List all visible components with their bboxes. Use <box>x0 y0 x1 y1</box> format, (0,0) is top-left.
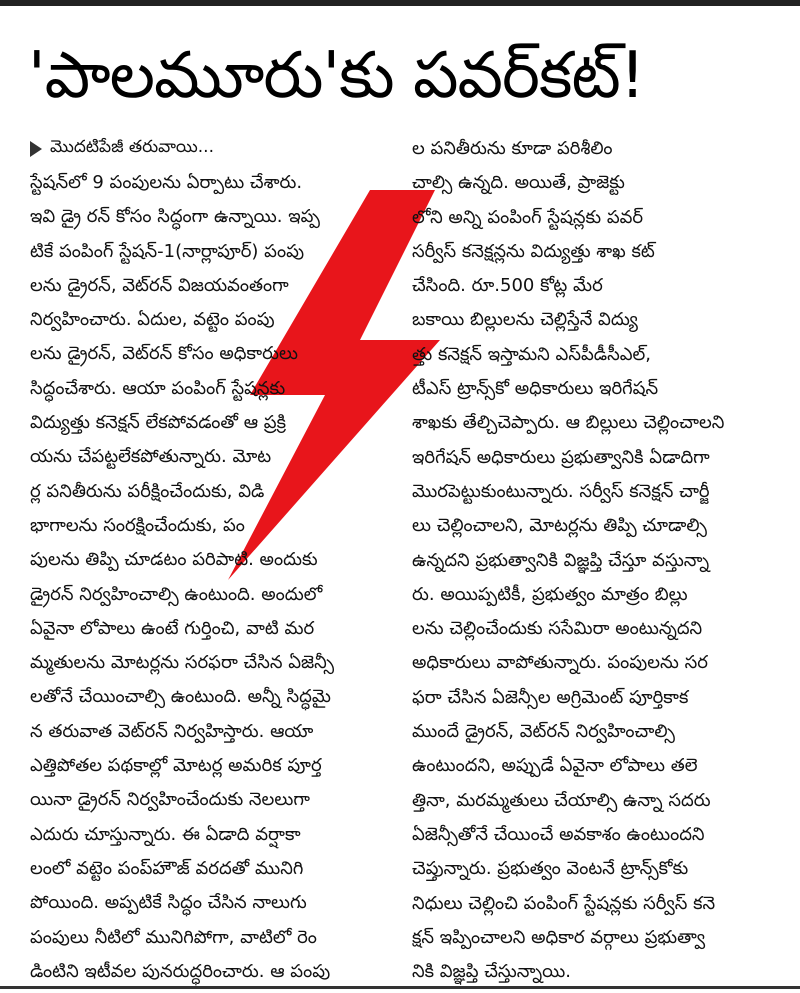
left-line: యను చేపట్టలేకపోతున్నారు. మోట <box>30 446 272 468</box>
kicker <box>30 134 214 164</box>
left-line: ఏవైనా లోపాలు ఉంటే గుర్తించి, వాటి మర <box>30 617 315 639</box>
right-line: మొరపెట్టుకుంటున్నారు. సర్వీస్ కనెక్షన్ చార్జీ <box>412 480 710 502</box>
right-line: త్తినా, మరమ్మతులు చేయాల్సి ఉన్నా సదరు <box>412 789 711 811</box>
left-line: డ్రైరన్ నిర్వహించాల్సి ఉంటుంది. అందులో <box>30 583 323 605</box>
left-line: విద్యుత్తు కనెక్షన్ లేకపోవడంతో ఆ ప్రక్రి <box>30 412 286 434</box>
left-line: లతోనే చేయించాల్సి ఉంటుంది. అన్నీ సిద్ధమై <box>30 686 331 708</box>
right-line: రు. అయిప్పటికీ, ప్రభుత్వం మాత్రం బిల్లు <box>412 583 688 605</box>
right-line: క్షన్ ఇప్పించాలని అధికార వర్గాలు ప్రభుత్వా <box>412 926 706 948</box>
headline: 'పాలమూరు'కు పవర్‌కట్! <box>28 39 645 113</box>
triangle-right-icon <box>30 141 42 157</box>
left-line: లను డ్రైరన్, వెట్‌రన్ విజయవంతంగా <box>30 274 289 296</box>
right-column <box>412 132 780 989</box>
right-line: చాల్సి ఉన్నది. అయితే, ప్రాజెక్టు <box>412 172 625 194</box>
left-line: నిర్వహించారు. ఏదుల, వట్టెం పంపు <box>30 309 275 331</box>
left-line: స్టేషన్‌లో 9 పంపులను ఏర్పాటు చేశారు. <box>30 172 303 193</box>
right-line: చేసింది. రూ.500 కోట్ల మేర <box>412 275 603 297</box>
right-line: చెప్తున్నారు. ప్రభుత్వం వెంటనే ట్రాన్స్‌కోకు <box>412 858 689 880</box>
left-line: న తరువాత వెట్‌రన్ నిర్వహిస్తారు. ఆయా <box>30 720 314 742</box>
right-line: నికి విజ్ఞప్తి చేస్తున్నాయి. <box>412 961 571 983</box>
right-line: ఇరిగేషన్ అధికారులు ప్రభుత్వానికి ఏడాదిగా <box>412 446 710 468</box>
top-rule <box>0 0 800 6</box>
right-line: ఫరా చేసిన ఏజెన్సీల అగ్రిమెంట్ పూర్తికాక <box>412 686 689 708</box>
right-line: ఏజెన్సీతోనే చేయించే అవకాశం ఉంటుందని <box>412 823 705 845</box>
right-line: ఉంటుందని, అప్పుడే ఏవైనా లోపాలు తలె <box>412 755 698 777</box>
left-line: ఇవి డ్రై రన్ కోసం సిద్ధంగా ఉన్నాయి. ఇప్ప <box>30 206 320 228</box>
left-line: పులను తిప్పి చూడటం పరిపాటి. అందుకు <box>30 549 318 571</box>
right-line: లు చెల్లించాలని, మోటర్లను తిప్పి చూడాల్సి <box>412 515 707 537</box>
right-line: ల పనితీరును కూడా పరిశీలిం <box>412 138 613 159</box>
kicker-text: మొదటిపేజీ తరువాయి... <box>50 137 214 157</box>
left-line: పంపులు నీటిలో మునిగిపోగా, వాటిలో రెం <box>30 926 317 948</box>
left-line: టికే పంపింగ్ స్టేషన్-1(నార్లాపూర్) పంపు <box>30 240 305 262</box>
right-line: లోని అన్ని పంపింగ్ స్టేషన్లకు పవర్ <box>412 206 644 228</box>
right-line: నిధులు చెల్లించి పంపింగ్ స్టేషన్లకు సర్వీస్ కనె <box>412 892 716 914</box>
right-line: అధికారులు వాపోతున్నారు. పంపులను సర <box>412 652 708 674</box>
right-line: టీఎస్ ట్రాన్స్‌కో అధికారులు ఇరిగేషన్ <box>412 378 659 400</box>
right-line: శాఖకు తేల్చిచెప్పారు. ఆ బిల్లులు చెల్లించాలని <box>412 412 725 434</box>
left-line: ఎత్తిపోతల పథకాల్లో మోటర్ల అమరిక పూర్త <box>30 755 322 777</box>
right-line: ఉన్నదని ప్రభుత్వానికి విజ్ఞప్తి చేస్తూ వస్తున్నా <box>412 549 710 571</box>
left-line: డింటిని ఇటీవల పునరుద్ధరించారు. ఆ పంపు <box>30 960 331 982</box>
left-line: యినా డ్రైరన్ నిర్వహించేందుకు నెలలుగా <box>30 789 310 811</box>
left-line: ఎదురు చూస్తున్నారు. ఈ ఏడాది వర్షాకా <box>30 823 301 845</box>
right-line: సర్వీస్ కనెక్షన్లను విద్యుత్తు శాఖ కట్ <box>412 240 655 262</box>
left-line: పోయింది. అప్పటికే సిద్ధం చేసిన నాలుగు <box>30 892 307 914</box>
left-column <box>30 166 400 989</box>
right-line: బకాయి బిల్లులను చెల్లిస్తేనే విద్యు <box>412 309 638 331</box>
right-line: త్తు కనెక్షన్ ఇస్తామని ఎస్‌పీడీసీఎల్, <box>412 343 652 365</box>
right-line: ముందే డ్రైరన్, వెట్‌రన్ నిర్వహించాల్సి <box>412 721 675 743</box>
left-line: ర్ల పనితీరును పరీక్షించేందుకు, విడి <box>30 480 265 502</box>
bottom-rule <box>0 986 800 989</box>
left-line: సిద్ధంచేశారు. ఆయా పంపింగ్ స్టేషన్లకు <box>30 377 286 399</box>
left-line: మ్మతులను మోటర్లను సరఫరా చేసిన ఏజెన్సీ <box>30 652 335 674</box>
right-line: లను చెల్లించేందుకు ససేమిరా అంటున్నదని <box>412 618 703 640</box>
left-line: లను డ్రైరన్, వెట్‌రన్ కోసం అధికారులు <box>30 343 298 365</box>
left-line: భాగాలను సంరక్షించేందుకు, పం <box>30 514 245 536</box>
left-line: లంలో వట్టెం పంప్‌హౌజ్ వరదతో మునిగి <box>30 857 304 879</box>
